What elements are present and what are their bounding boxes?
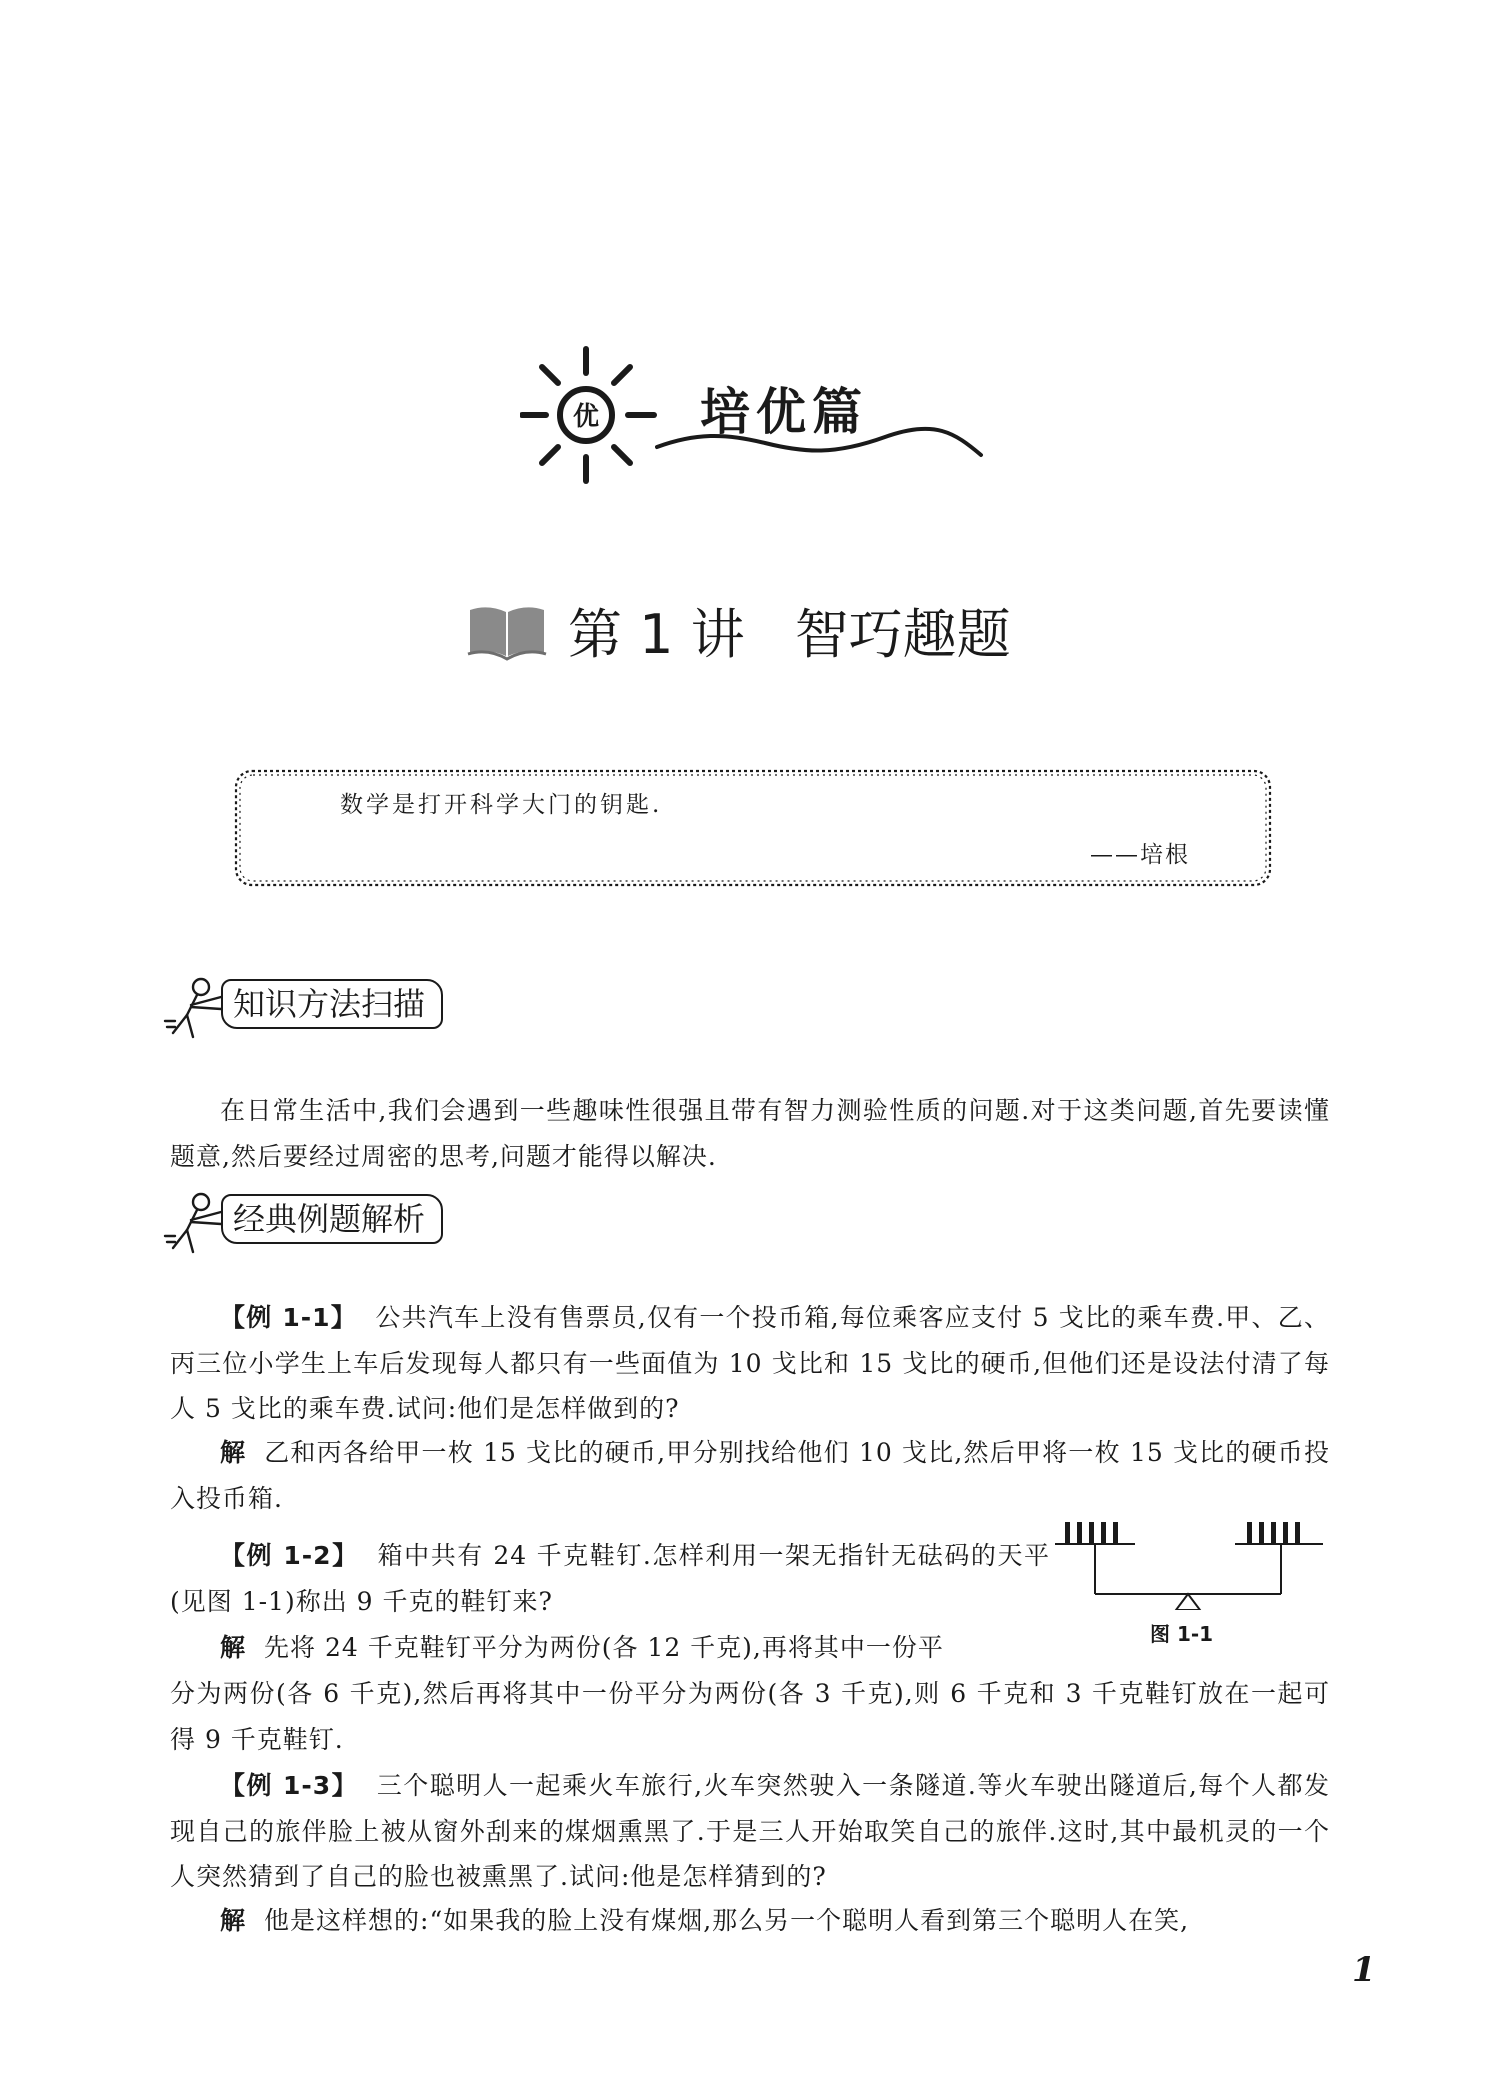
chapter-heading [568, 592, 1011, 669]
figure-caption: 图 1-1 [1150, 1622, 1214, 1646]
solution-label: 解 [220, 1633, 247, 1662]
chapter-title: 智巧趣题 [794, 603, 1011, 666]
example-label: 【例 1-2】 [220, 1541, 359, 1570]
solution-text: 先将 24 千克鞋钉平分为两份(各 12 千克),再将其中一份平 [264, 1633, 944, 1662]
section-title-examples: 经典例题解析 [221, 1194, 443, 1244]
sun-char: 优 [572, 402, 600, 432]
quote-author: ——培根 [1090, 842, 1190, 868]
example-1-1-problem [170, 1295, 1330, 1432]
quote-text: 数学是打开科学大门的钥匙. [340, 792, 663, 818]
solution-label: 解 [220, 1906, 247, 1935]
section-title-knowledge: 知识方法扫描 [221, 979, 443, 1029]
example-problem-text: 公共汽车上没有售票员,仅有一个投币箱,每位乘客应支付 5 戈比的乘车费.甲、乙、丙三位小学生上车后发现每人都只有一些面值为 10 戈比和 15 戈比的硬币,但他们还是设法付清了每人 5 戈比的乘车费.试问:他们是怎样做到的? [170, 1303, 1330, 1423]
solution-text: 他是这样想的:“如果我的脸上没有煤烟,那么另一个聪明人看到第三个聪明人在笑, [264, 1906, 1190, 1935]
chapter-number: 第 1 讲 [568, 603, 745, 666]
example-problem-text: 箱中共有 24 千克鞋钉.怎样利用一架无指针无砝码的天平(见图 1-1)称出 9 千克的鞋钉来? [170, 1541, 1050, 1616]
example-1-1-solution [170, 1430, 1330, 1521]
quote-box-frame [230, 765, 1276, 891]
balance-scale-figure [1055, 1510, 1325, 1610]
solution-label: 解 [220, 1438, 247, 1467]
solution-text: 乙和丙各给甲一枚 15 戈比的硬币,甲分别找给他们 10 戈比,然后甲将一枚 15 戈比的硬币投入投币箱. [170, 1438, 1330, 1513]
example-label: 【例 1-1】 [220, 1303, 358, 1332]
example-label: 【例 1-3】 [220, 1771, 359, 1800]
example-1-3-problem [170, 1763, 1330, 1900]
example-1-2-problem [170, 1533, 1050, 1624]
example-1-2-solution-rest: 分为两份(各 6 千克),然后再将其中一份平分为两份(各 3 千克),则 6 千克和 3 千克鞋钉放在一起可得 9 千克鞋钉. [170, 1679, 1330, 1754]
example-1-2-solution-start [170, 1625, 1050, 1671]
open-book-icon [466, 602, 548, 662]
title-wave-underline [655, 425, 985, 465]
example-1-3-solution [170, 1898, 1330, 1944]
page-number: 1 [1352, 1950, 1376, 1990]
part-title: 培优篇 [700, 383, 868, 441]
intro-paragraph: 在日常生活中,我们会遇到一些趣味性很强且带有智力测验性质的问题.对于这类问题,首先要读懂题意,然后要经过周密的思考,问题才能得以解决. [170, 1096, 1330, 1171]
example-problem-text: 三个聪明人一起乘火车旅行,火车突然驶入一条隧道.等火车驶出隧道后,每个人都发现自己的旅伴脸上被从窗外刮来的煤烟熏黑了.于是三人开始取笑自己的旅伴.这时,其中最机灵的一个人突然猜到了自己的脸也被熏黑了.试问:他是怎样猜到的? [170, 1771, 1330, 1891]
